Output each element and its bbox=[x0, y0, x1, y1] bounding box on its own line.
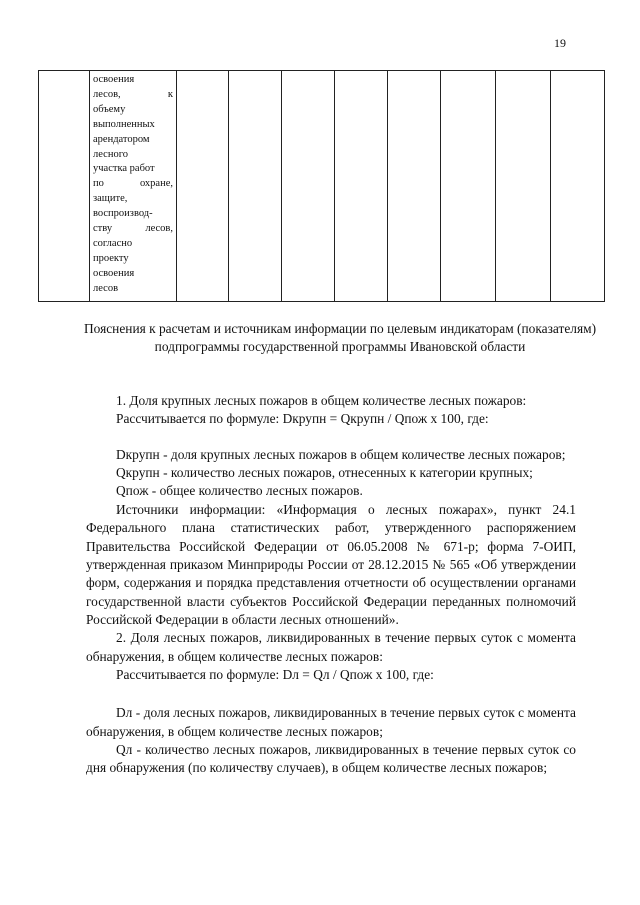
cell-word: лесов, bbox=[93, 88, 121, 100]
table-row bbox=[39, 71, 605, 302]
cell-line bbox=[93, 88, 173, 103]
paragraph: Dл - доля лесных пожаров, ликвидированных в течение первых суток с момента обнаружения, в общем количестве лесных пожаров; bbox=[86, 705, 576, 739]
cell-line: воспроизвод- bbox=[93, 208, 153, 220]
page-number: 19 bbox=[554, 36, 566, 50]
table-cell-indicator-text bbox=[90, 71, 177, 302]
cell-line: арендатором bbox=[93, 133, 150, 145]
paragraph: Qпож - общее количество лесных пожаров. bbox=[116, 483, 363, 499]
formula-line: Рассчитывается по формуле: Dл = Qл / Qпож х 100, где: bbox=[116, 667, 434, 683]
table-cell bbox=[441, 71, 496, 302]
paragraph: Dкрупн - доля крупных лесных пожаров в общем количестве лесных пожаров; bbox=[116, 446, 566, 462]
cell-line bbox=[93, 222, 173, 237]
cell-line bbox=[93, 177, 173, 192]
table-cell bbox=[177, 71, 229, 302]
table-cell bbox=[39, 71, 90, 302]
table-cell bbox=[335, 71, 388, 302]
paragraph: Источники информации: «Информация о лесных пожарах», пункт 24.1 Федерального плана статистических работ, утвержденного распоряжением Правительства Российской Федерации от 06.05.2008 № 671-р; форма 7-ОИП, утвержденная приказом Минприроды России от 28.12.2015 № 565 «Об утверждении форм, содержания и порядка представления отчетности об осуществлении органами государственной власти субъектов Российской Федерации переданных полномочий Российской Федерации в области лесных отношений». bbox=[86, 501, 576, 627]
cell-word: охране, bbox=[139, 178, 173, 190]
cell-line: освоения bbox=[93, 74, 135, 85]
cell-word: по bbox=[93, 178, 104, 190]
table-cell bbox=[282, 71, 335, 302]
paragraph: Qл - количество лесных пожаров, ликвидированных в течение первых суток со дня обнаружения (по количеству случаев), в общем количестве лесных пожаров; bbox=[86, 742, 576, 776]
cell-line: выполненных bbox=[93, 118, 155, 130]
table-cell bbox=[496, 71, 551, 302]
table-cell bbox=[229, 71, 282, 302]
cell-line: согласно bbox=[93, 237, 133, 249]
cell-line: лесов bbox=[93, 282, 119, 294]
cell-word: ству bbox=[93, 223, 113, 235]
cell-line: проекту bbox=[93, 252, 129, 264]
cell-line: участка работ bbox=[93, 163, 155, 175]
indicator-table bbox=[38, 70, 605, 302]
formula-line: Рассчитывается по формуле: Dкрупн = Qкрупн / Qпож х 100, где: bbox=[116, 411, 489, 427]
cell-line: лесного bbox=[93, 148, 128, 160]
cell-line: объему bbox=[93, 103, 126, 115]
table-cell bbox=[388, 71, 441, 302]
cell-line: освоения bbox=[93, 267, 135, 279]
section-heading: Пояснения к расчетам и источникам информации по целевым индикаторам (показателям) подпрограммы государственной программы Ивановской области bbox=[83, 321, 597, 354]
cell-line: защите, bbox=[93, 193, 128, 205]
paragraph: 1. Доля крупных лесных пожаров в общем количестве лесных пожаров: bbox=[116, 393, 527, 408]
cell-word: лесов, bbox=[145, 223, 173, 235]
cell-word: к bbox=[167, 88, 173, 100]
table-cell bbox=[551, 71, 605, 302]
paragraph: Qкрупн - количество лесных пожаров, отнесенных к категории крупных; bbox=[116, 465, 533, 481]
document-body bbox=[86, 392, 576, 778]
paragraph: 2. Доля лесных пожаров, ликвидированных в течение первых суток с момента обнаружения, в общем количестве лесных пожаров: bbox=[86, 630, 576, 664]
